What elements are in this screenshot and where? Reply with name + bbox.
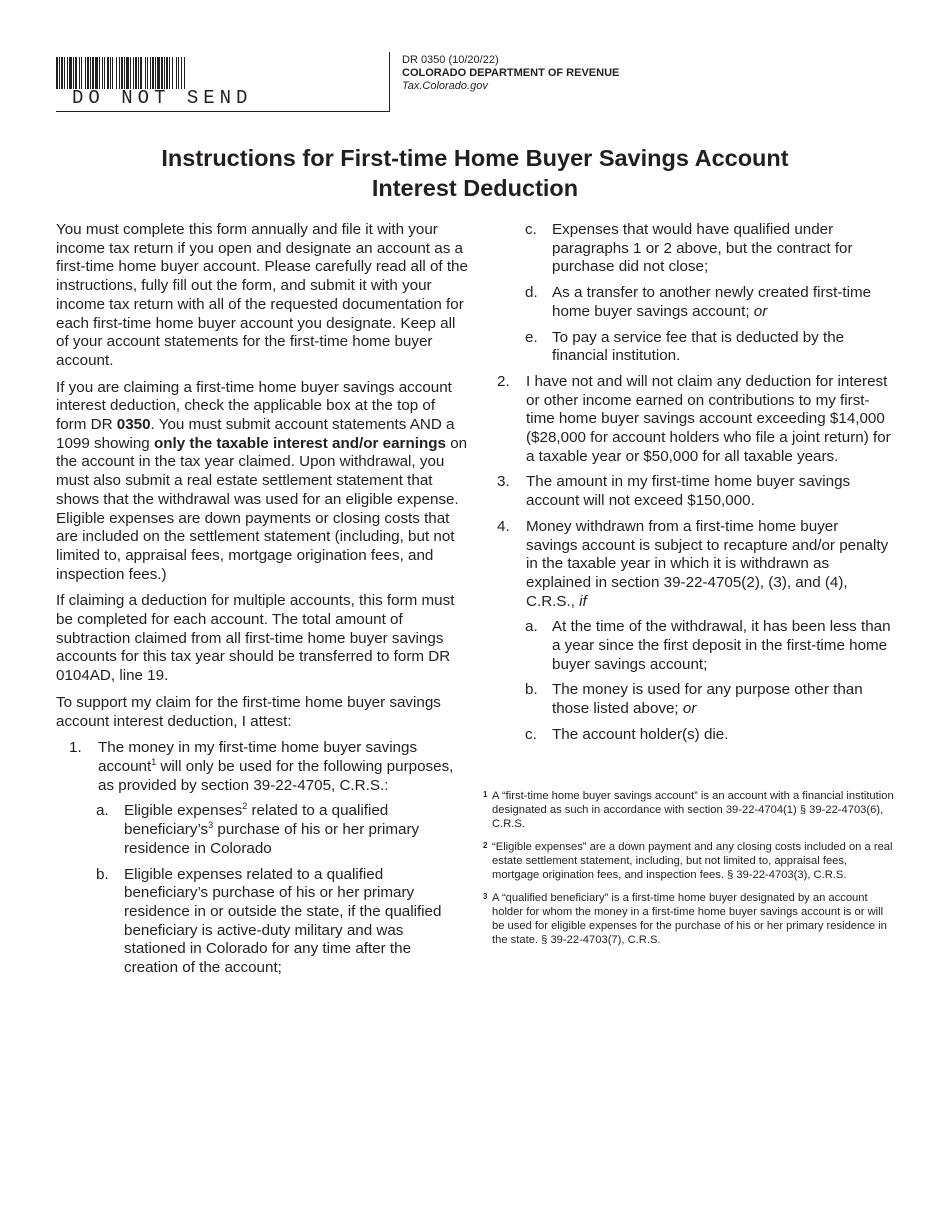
barcode-bar — [150, 57, 151, 89]
page-title — [100, 143, 850, 203]
list-letter: d. — [525, 284, 538, 302]
item-text: As a transfer to another newly created first-time home buyer savings account; — [552, 284, 872, 320]
list-item-1e — [497, 329, 892, 366]
list-item-1a — [56, 802, 468, 858]
barcode-bar — [64, 57, 65, 89]
footnote-number: 2 — [483, 841, 488, 850]
barcode-bar — [181, 57, 182, 89]
item-text: related to a qualified beneficiary’s — [124, 802, 389, 839]
item-text: Money withdrawn from a first-time home buyer savings account is subject to recapture and/or penalty in the taxable year in which it is withdrawn as explained in section 39-22-4705(2), (3), and (4), C.R.S., — [526, 517, 889, 610]
barcode-bar — [81, 57, 82, 89]
barcode-bar — [130, 57, 131, 89]
footnote-2 — [483, 840, 895, 882]
barcode-bar — [85, 57, 86, 89]
header-divider-horizontal — [56, 111, 390, 112]
barcode-bar — [110, 57, 111, 89]
item-text: To pay a service fee that is deducted by the financial institution. — [552, 328, 845, 365]
list-item-2 — [497, 373, 892, 467]
list-item-4c — [497, 726, 892, 745]
item-text: The money is used for any purpose other than those listed above; — [552, 681, 863, 718]
item-text: The money in my first-time home buyer savings account — [98, 739, 418, 775]
list-item-4 — [497, 518, 892, 612]
list-item-4a — [497, 618, 892, 674]
footnotes — [483, 789, 895, 956]
form-id: DR 0350 (10/20/22) — [402, 54, 499, 66]
right-column — [497, 221, 892, 752]
attest-paragraph: To support my claim for the first-time home buyer savings account interest deduction, I attest: — [56, 693, 441, 730]
item-text: will only be used for the following purposes, as provided by section 39-22-4705, C.R.S.: — [98, 757, 454, 794]
footnote-1 — [483, 789, 895, 831]
barcode-bar — [61, 57, 63, 89]
item-text: purchase of his or her primary residence in Colorado — [124, 821, 420, 857]
barcode — [56, 57, 276, 107]
barcode-bar — [69, 57, 72, 89]
item-text: At the time of the withdrawal, it has been less than a year since the first deposit in the first-time home buyer savings account; — [552, 618, 891, 673]
barcode-bar — [112, 57, 113, 89]
barcode-bar — [124, 57, 125, 89]
claim-text-3: on the account in the tax year claimed. Upon withdrawal, you must also submit a real estate settlement statement that shows that the withdrawal was used for an eligible expense. Eligible expenses are down payments or closing costs that are included on the settlement statement (including, but not limited to, appraisal fees, mortgage origination fees, and inspection fees.) — [56, 434, 468, 583]
list-letter: b. — [96, 865, 109, 883]
barcode-bar — [169, 57, 170, 89]
barcode-bar — [56, 57, 58, 89]
department-name: COLORADO DEPARTMENT OF REVENUE — [402, 67, 620, 79]
claim-text-1: If you are claiming a first-time home buyer savings account interest deduction, check the applicable box at the top of form DR — [56, 378, 452, 434]
barcode-bar — [126, 57, 129, 89]
list-item-1 — [56, 739, 468, 795]
footnote-ref: 3 — [208, 820, 214, 831]
barcode-bar — [133, 57, 134, 89]
list-letter: c. — [525, 725, 537, 743]
list-number: 2. — [497, 372, 510, 390]
barcode-bar — [116, 57, 117, 89]
list-letter: a. — [96, 802, 109, 820]
footnote-ref: 1 — [151, 756, 157, 767]
item-text: Expenses that would have qualified under paragraphs 1 or 2 above, but the contract for purchase did not close; — [552, 221, 853, 276]
barcode-bar — [147, 57, 148, 89]
multiple-accounts-paragraph: If claiming a deduction for multiple accounts, this form must be completed for each account. The total amount of subtraction claimed from all first-time home buyer savings accounts for this tax year should be transferred to form DR 0104AD, line 19. — [56, 592, 455, 685]
barcode-bar — [161, 57, 163, 89]
barcode-bar — [164, 57, 165, 89]
form-header-info — [402, 54, 619, 93]
header-divider-vertical — [389, 52, 390, 112]
footnote-text: A “first-time home buyer savings account” is an account with a financial institution designated as such in accordance with section 39-22-4704(1) § 39-22-4703(6), C.R.S. — [492, 790, 894, 830]
item-text-italic: if — [579, 592, 587, 610]
claim-bold-text: only the taxable interest and/or earnings — [153, 434, 446, 452]
barcode-bar — [104, 57, 105, 89]
list-number: 3. — [497, 473, 510, 491]
list-item-1b — [56, 866, 468, 978]
list-item-1d — [497, 284, 892, 321]
barcode-graphic — [56, 57, 276, 89]
list-item-1c — [497, 221, 892, 277]
item-text-italic: or — [682, 700, 697, 718]
footnote-3 — [483, 891, 895, 947]
barcode-bar — [90, 57, 91, 89]
item-text: The account holder(s) die. — [552, 725, 729, 743]
list-letter: c. — [525, 221, 537, 238]
list-letter: e. — [525, 328, 538, 346]
footnote-ref: 2 — [242, 801, 248, 812]
list-number: 4. — [497, 517, 510, 535]
item-text: Eligible expenses — [124, 802, 243, 820]
barcode-bar — [119, 57, 120, 89]
list-item-3 — [497, 473, 892, 510]
barcode-bar — [67, 57, 68, 89]
barcode-bar — [121, 57, 123, 89]
item-text: The amount in my first-time home buyer savings account will not exceed $150,000. — [526, 473, 851, 510]
footnote-text: A “qualified beneficiary” is a first-time home buyer designated by an account holder for whom the money in a first-time home buyer savings account is or will be used for eligible expenses for the purchase of his or her primary residence in the state. § 39-22-4703(7), C.R.S. — [492, 892, 887, 946]
footnote-number: 1 — [483, 790, 488, 799]
item-text: Eligible expenses related to a qualified beneficiary’s purchase of his or her primary residence in or outside the state, if the qualified beneficiary is active-duty military and was stationed in Colorado for any time after the creation of the account; — [124, 865, 442, 977]
list-number: 1. — [69, 739, 82, 757]
barcode-bar — [107, 57, 109, 89]
item-text: I have not and will not claim any deduction for interest or other income earned on contributions to my first-time home buyer savings account exceeding $14,000 ($28,000 for account holders who file a joint return) for a taxable year or $50,000 for all taxable years. — [526, 372, 891, 465]
claim-paragraph — [56, 379, 468, 585]
website-text: Tax.Colorado.gov — [402, 80, 488, 92]
barcode-bar — [95, 57, 98, 89]
barcode-bar — [155, 57, 156, 89]
title-line-2: Interest Deduction — [371, 175, 579, 201]
footnote-text: “Eligible expenses” are a down payment and any closing costs included on a real estate settlement statement, including, but not limited to, appraisal fees, mortgage origination fees, and inspection fees. § 39-22-4703(3), C.R.S. — [492, 841, 893, 881]
footnote-number: 3 — [483, 892, 488, 901]
left-column — [56, 221, 468, 985]
barcode-bar — [140, 57, 142, 89]
barcode-bar — [79, 57, 80, 89]
claim-text-2: . You must submit account statements AND a 1099 showing — [56, 416, 455, 452]
barcode-bar — [75, 57, 77, 89]
claim-form-number: 0350 — [116, 416, 151, 434]
list-letter: a. — [525, 618, 538, 636]
barcode-bar — [73, 57, 74, 89]
barcode-bar — [178, 57, 179, 89]
barcode-bar — [135, 57, 137, 89]
intro-paragraph: You must complete this form annually and file it with your income tax return if you open and designate an account as a first-time home buyer account. Please carefully read all of the instructions, fully fill out the form, and submit it with your income tax return with all of the requested documentation for each first-time home buyer account you designate. Keep all of your account statements for the first-time home buyer account. — [56, 221, 468, 369]
barcode-bar — [102, 57, 103, 89]
barcode-bar — [157, 57, 160, 89]
barcode-bar — [184, 57, 185, 89]
barcode-bar — [145, 57, 146, 89]
barcode-bar — [166, 57, 168, 89]
do-not-send-label: DO NOT SEND — [72, 87, 253, 109]
barcode-bar — [172, 57, 173, 89]
item-text-italic: or — [753, 302, 768, 320]
barcode-bar — [99, 57, 100, 89]
list-item-4b — [497, 681, 892, 718]
list-letter: b. — [525, 681, 538, 699]
barcode-bar — [176, 57, 177, 89]
barcode-bar — [87, 57, 89, 89]
barcode-bar — [59, 57, 60, 89]
title-line-1: Instructions for First-time Home Buyer Savings Account — [161, 145, 789, 171]
barcode-bar — [92, 57, 94, 89]
barcode-bar — [138, 57, 139, 89]
barcode-bar — [152, 57, 154, 89]
